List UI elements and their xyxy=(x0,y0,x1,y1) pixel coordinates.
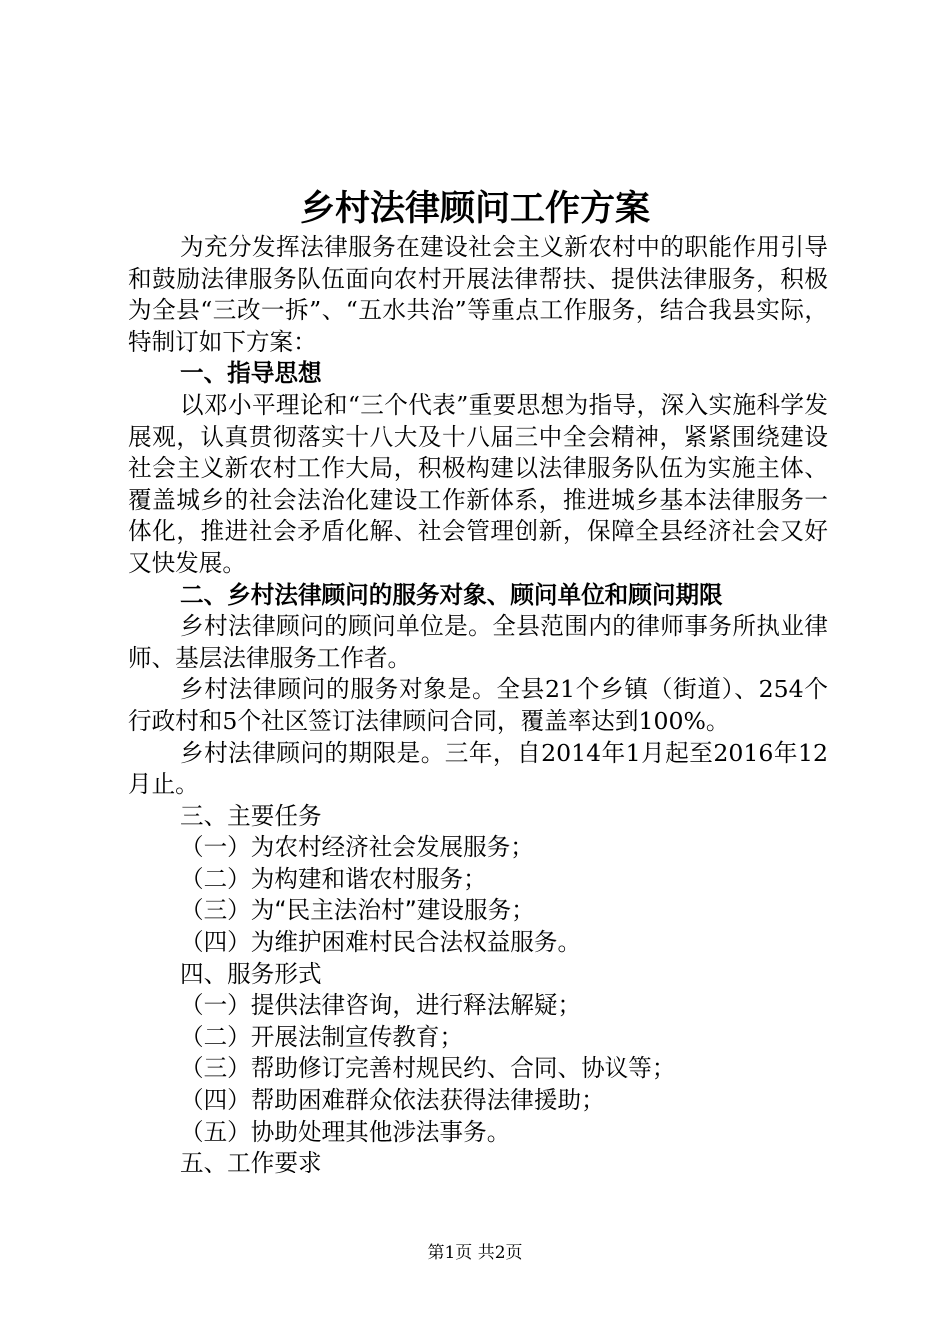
task-item: （二）为构建和谐农村服务； xyxy=(180,864,487,893)
service-form-item: （二）开展法制宣传教育； xyxy=(180,1022,464,1051)
document-title: 乡村法律顾问工作方案 xyxy=(299,189,650,229)
page-footer: 第1页 共2页 xyxy=(427,1243,523,1263)
section-heading-work-requirements: 五、工作要求 xyxy=(180,1149,322,1178)
service-form-item: （五）协助处理其他涉法事务。 xyxy=(180,1117,511,1146)
task-item: （一）为农村经济社会发展服务； xyxy=(180,833,534,862)
service-form-item: （一）提供法律咨询，进行释法解疑； xyxy=(180,991,582,1020)
service-form-item: （四）帮助困难群众依法获得法律援助； xyxy=(180,1086,605,1115)
task-item: （三）为“民主法治村”建设服务； xyxy=(180,896,535,925)
service-targets-paragraph: 乡村法律顾问的服务对象是。全县21个乡镇（街道）、254个行政村和5个社区签订法律顾问合同，覆盖率达到100%。 xyxy=(128,675,828,735)
section-heading-guiding-ideology: 一、指导思想 xyxy=(180,359,322,388)
section-heading-service-forms: 四、服务形式 xyxy=(180,959,322,988)
advisor-units-paragraph: 乡村法律顾问的顾问单位是。全县范围内的律师事务所执业律师、基层法律服务工作者。 xyxy=(128,612,828,672)
service-form-item: （三）帮助修订完善村规民约、合同、协议等； xyxy=(180,1054,676,1083)
document-body xyxy=(128,232,828,1180)
guiding-ideology-paragraph: 以邓小平理论和“三个代表”重要思想为指导，深入实施科学发展观，认真贯彻落实十八大及十八届三中全会精神，紧紧围绕建设社会主义新农村工作大局，积极构建以法律服务队伍为实施主体、覆盖城乡的社会法治化建设工作新体系，推进城乡基本法律服务一体化，推进社会矛盾化解、社会管理创新，保障全县经济社会又好又快发展。 xyxy=(128,390,828,577)
service-term-paragraph: 乡村法律顾问的期限是。三年，自2014年1月起至2016年12月止。 xyxy=(128,738,828,799)
section-heading-service-scope: 二、乡村法律顾问的服务对象、顾问单位和顾问期限 xyxy=(180,580,723,609)
section-heading-main-tasks: 三、主要任务 xyxy=(180,801,322,830)
task-item: （四）为维护困难村民合法权益服务。 xyxy=(180,928,582,957)
intro-paragraph: 为充分发挥法律服务在建设社会主义新农村中的职能作用引导和鼓励法律服务队伍面向农村开展法律帮扶、提供法律服务，积极为全县“三改一拆”、“五水共治”等重点工作服务，结合我县实际，特制订如下方案： xyxy=(128,233,828,356)
